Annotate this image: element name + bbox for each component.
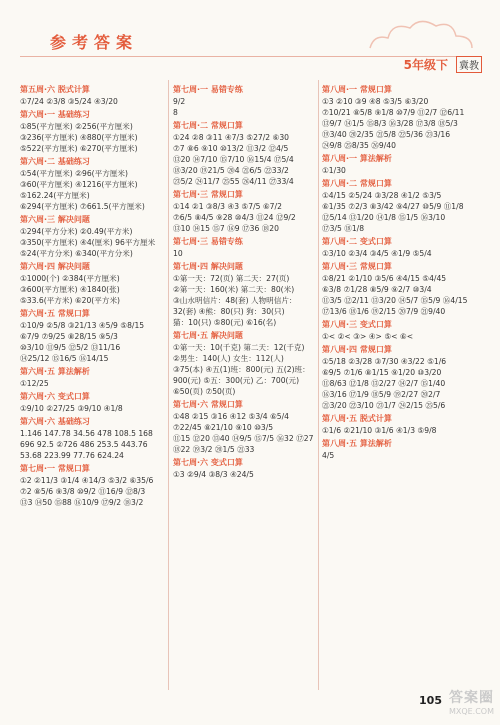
- answer-line: ⑲3/40 ⑳2/35 ㉑5/8 ㉒5/36 ㉓3/16: [322, 130, 451, 139]
- watermark-main: 答案圈: [449, 690, 494, 706]
- answer-section: [20, 109, 165, 154]
- answer-line: 696 92.5 ②726 486 253.5 443.76: [20, 440, 148, 449]
- answer-line: ⑬9/7 ⑭1/5 ⑮8/3 ⑯3/28 ⑰3/8 ⑱5/3: [322, 119, 458, 128]
- section-heading: 第六周·五 常规口算: [20, 309, 90, 318]
- answer-section: [322, 438, 480, 461]
- answer-line: ⑱22 ⑲3/2 ⑳1/5 ㉑33: [173, 445, 255, 454]
- grade-label: 5年级下: [403, 58, 448, 72]
- answer-line: ①1/6 ②21/10 ③1/6 ④1/3 ⑤9/8: [322, 426, 437, 435]
- answer-line: ⑬10 ⑭15 ⑮7 ⑯9 ⑰36 ⑱20: [173, 224, 279, 233]
- answer-column-1: [20, 82, 165, 510]
- answer-line: ①9/10 ②27/25 ③9/10 ④1/8: [20, 404, 123, 413]
- answer-line: ③350(平方厘米) ④4(厘米) 96平方厘米: [20, 238, 156, 247]
- answer-line: ⑦7 ⑧6 ⑨10 ⑩13/2 ⑪3/2 ⑫4/5: [173, 144, 289, 153]
- answer-section: [20, 416, 165, 461]
- column-divider: [318, 80, 319, 690]
- answer-line: ③75(本) ④五(1)班：800(元) 五(2)班：: [173, 365, 310, 374]
- answer-line: ①3 ②9/4 ③8/3 ④24/5: [173, 470, 254, 479]
- answer-line: 10: [173, 249, 183, 258]
- answer-line: ①1/30: [322, 166, 346, 175]
- section-heading: 第八周·三 变式口算: [322, 320, 392, 329]
- answer-line: ⑥1/35 ⑦2/3 ⑧3/42 ⑨4/27 ⑩5/9 ⑪1/8: [322, 202, 464, 211]
- answer-line: ⑤24(平方分米) ⑥340(平方分米): [20, 249, 133, 258]
- page-number: 105: [419, 694, 442, 707]
- section-heading: 第六周·四 解决问题: [20, 262, 90, 271]
- answer-line: 53.68 223.99 77.76 624.24: [20, 451, 124, 460]
- answer-line: ③600(平方厘米) ④1840(张): [20, 285, 120, 294]
- answer-line: ①14 ②1 ③8/3 ④3 ⑤7/5 ⑥7/2: [173, 202, 282, 211]
- answer-line: ⑦6/5 ⑧4/5 ⑨28 ⑩4/3 ⑪24 ⑫9/2: [173, 213, 296, 222]
- section-heading: 第七周·六 常规口算: [173, 400, 243, 409]
- answer-section: [173, 189, 316, 234]
- answer-column-2: [173, 82, 316, 482]
- page-title: 参考答案: [50, 33, 139, 52]
- section-heading: 第八周·一 算法解析: [322, 154, 392, 163]
- section-heading: 第八周·二 变式口算: [322, 237, 392, 246]
- answer-section: [20, 261, 165, 306]
- answer-line: ⑪3/5 ⑫2/11 ⑬3/20 ⑭5/7 ⑮5/9 ⑯4/15: [322, 296, 468, 305]
- section-heading: 第六周·五 算法解析: [20, 367, 90, 376]
- section-heading: 第七周·二 常规口算: [173, 121, 243, 130]
- answer-line: ②男生：140(人) 女生：112(人): [173, 354, 284, 363]
- answer-line: ⑥3/8 ⑦1/28 ⑧5/9 ⑨2/7 ⑩3/4: [322, 285, 432, 294]
- section-heading: 第六周·六 基础练习: [20, 417, 90, 426]
- answer-section: [322, 178, 480, 234]
- answer-line: ⑬20 ⑭7/10 ⑮7/10 ⑯15/4 ⑰5/4: [173, 155, 294, 164]
- section-heading: 第七周·三 常规口算: [173, 190, 243, 199]
- answer-line: ①8/21 ②1/10 ③5/6 ④4/15 ⑤4/45: [322, 274, 447, 283]
- answer-section: [322, 319, 480, 342]
- answer-line: ①第一天：10(千克) 第二天：12(千克): [173, 343, 305, 352]
- answer-line: ⑪15 ⑫20 ⑬40 ⑭9/5 ⑮7/5 ⑯32 ⑰27: [173, 434, 314, 443]
- answer-line: ①1000(个) ②384(平方厘米): [20, 274, 120, 283]
- answer-line: ⑦10/21 ⑧5/8 ⑨1/8 ⑩7/9 ⑪2/7 ⑫6/11: [322, 108, 465, 117]
- section-heading: 第七周·六 变式口算: [173, 458, 243, 467]
- section-heading: 第六周·三 解决问题: [20, 215, 90, 224]
- answer-line: ①2 ②11/3 ③1/4 ④14/3 ⑤3/2 ⑥35/6: [20, 476, 154, 485]
- answer-line: ⑭25/12 ⑮16/5 ⑯14/15: [20, 354, 109, 363]
- answer-line: ①5/18 ②3/28 ③7/30 ④3/22 ⑤1/6: [322, 357, 447, 366]
- answer-section: [322, 84, 480, 151]
- answer-line: ㉓5/2 ㉔11/7 ㉕55 ㉖4/11 ㉗33/4: [173, 177, 294, 186]
- answer-line: ①12/25: [20, 379, 49, 388]
- answer-line: 9/2: [173, 97, 186, 106]
- section-heading: 第七周·一 常规口算: [20, 464, 90, 473]
- answer-line: ①48 ②15 ③16 ④12 ⑤3/4 ⑥5/4: [173, 412, 290, 421]
- answer-line: ①3 ②10 ③9 ④8 ⑤3/5 ⑥3/20: [322, 97, 429, 106]
- answer-line: ①54(平方厘米) ②96(平方厘米): [20, 169, 128, 178]
- answer-line: ⑥7/9 ⑦9/25 ⑧28/15 ⑨5/3: [20, 332, 118, 341]
- answer-line: ①第一天：72(页) 第二天：27(页): [173, 274, 290, 283]
- answer-line: ①7/24 ②3/8 ③5/24 ④3/20: [20, 97, 118, 106]
- watermark-logo: [432, 690, 494, 722]
- section-heading: 第八周·五 脱式计算: [322, 414, 392, 423]
- answer-line: ②第一天：160(米) 第二天：80(米): [173, 285, 295, 294]
- answer-line: ⑪8/63 ⑫1/8 ⑬2/27 ⑭2/7 ⑮1/40: [322, 379, 446, 388]
- section-heading: 第八周·二 常规口算: [322, 179, 392, 188]
- answer-line: 1.146 147.78 34.56 478 108.5 168: [20, 429, 153, 438]
- answer-line: ⑱3/20 ⑲21/5 ⑳4 ㉑6/5 ㉒33/2: [173, 166, 289, 175]
- section-heading: 第六周·一 基础练习: [20, 110, 90, 119]
- page-header: [0, 0, 500, 78]
- section-heading: 第七周·三 易错专练: [173, 237, 243, 246]
- watermark-sub: MXQE.COM: [448, 707, 494, 716]
- section-heading: 第七周·四 解决问题: [173, 262, 243, 271]
- answer-line: ①3/10 ②3/4 ③4/5 ④1/9 ⑤5/4: [322, 249, 432, 258]
- answer-line: ⑥294(平方厘米) ⑦661.5(平方厘米): [20, 202, 145, 211]
- answer-line: 32(套) ④熊：80(只) 狗：30(只): [173, 307, 285, 316]
- answer-line: ⑫5/14 ⑬1/20 ⑭1/8 ⑮1/5 ⑯3/10: [322, 213, 446, 222]
- answer-line: ③山水明信片：48(套) 人物明信片：: [173, 296, 297, 305]
- answer-section: [173, 457, 316, 480]
- answer-line: 900(元) ⑤五：300(元) 乙：700(元): [173, 376, 300, 385]
- section-heading: 第六周·六 变式口算: [20, 392, 90, 401]
- edition-badge: 冀教: [456, 56, 482, 73]
- answer-line: ⑩3/10 ⑪9/5 ⑫5/2 ⑬11/16: [20, 343, 121, 352]
- answer-section: [173, 236, 316, 259]
- answer-line: ⑥9/5 ⑦1/6 ⑧1/15 ⑨1/20 ⑩3/20: [322, 368, 442, 377]
- answer-section: [20, 84, 165, 107]
- answer-section: [322, 261, 480, 317]
- answer-section: [322, 236, 480, 259]
- answer-section: [20, 308, 165, 364]
- answer-section: [173, 261, 316, 328]
- answer-line: ㉔9/8 ㉕8/35 ㉖9/40: [322, 141, 396, 150]
- answer-line: 4/5: [322, 451, 335, 460]
- answer-line: ①24 ②8 ③11 ④7/3 ⑤27/2 ⑥30: [173, 133, 290, 142]
- section-heading: 第八周·三 常规口算: [322, 262, 392, 271]
- answer-line: ①294(平方分米) ②0.49(平方米): [20, 227, 133, 236]
- section-heading: 第八周·一 常规口算: [322, 85, 392, 94]
- column-divider: [168, 80, 169, 690]
- answer-line: 8: [173, 108, 178, 117]
- answer-line: 猫：10(只) ⑤80(元) ⑥16(名): [173, 318, 277, 327]
- answer-line: ⑰13/6 ⑱1/6 ⑲2/15 ⑳7/9 ㉑9/40: [322, 307, 446, 316]
- answer-line: ③236(平方厘米) ④880(平方厘米): [20, 133, 138, 142]
- answer-section: [20, 214, 165, 259]
- answer-line: ⑰3/5 ⑱1/8: [322, 224, 365, 233]
- answer-section: [322, 413, 480, 436]
- answer-section: [173, 330, 316, 397]
- answer-section: [322, 153, 480, 176]
- section-heading: 第七周·一 易错专练: [173, 85, 243, 94]
- answer-column-3: [322, 82, 480, 463]
- answer-section: [20, 391, 165, 414]
- answer-line: ①< ②< ③> ④> ⑤< ⑥<: [322, 332, 414, 341]
- answer-section: [173, 84, 316, 118]
- section-heading: 第五周·六 脱式计算: [20, 85, 90, 94]
- section-heading: 第八周·五 算法解析: [322, 439, 392, 448]
- answer-section: [173, 399, 316, 455]
- answer-line: ⑦22/45 ⑧21/10 ⑨10 ⑩3/5: [173, 423, 274, 432]
- answer-section: [173, 120, 316, 187]
- answer-line: ①4/15 ②5/24 ③3/28 ④1/2 ⑤3/5: [322, 191, 442, 200]
- answer-line: ㉑3/20 ㉒3/10 ㉓1/7 ㉔2/15 ㉕5/6: [322, 401, 446, 410]
- answer-line: ③60(平方厘米) ④1216(平方厘米): [20, 180, 138, 189]
- answer-line: ①10/9 ②5/8 ③21/13 ④5/9 ⑤8/15: [20, 321, 145, 330]
- section-heading: 第八周·四 常规口算: [322, 345, 392, 354]
- answer-line: ⑬3 ⑭50 ⑮88 ⑯10/9 ⑰9/2 ⑱3/2: [20, 498, 144, 507]
- answer-section: [20, 463, 165, 508]
- answer-section: [322, 344, 480, 411]
- answer-line: ⑦2 ⑧5/6 ⑨3/8 ⑩9/2 ⑪16/9 ⑫8/3: [20, 487, 146, 496]
- answer-section: [20, 156, 165, 212]
- answer-line: ⑤522(平方厘米) ⑥270(平方厘米): [20, 144, 138, 153]
- answer-line: ①85(平方厘米) ②256(平方厘米): [20, 122, 133, 131]
- section-heading: 第六周·二 基础练习: [20, 157, 90, 166]
- answer-line: ⑥50(页) ⑦50(页): [173, 387, 236, 396]
- answer-line: ⑤33.6(平方米) ⑥20(平方米): [20, 296, 121, 305]
- answer-section: [20, 366, 165, 389]
- section-heading: 第七周·五 解决问题: [173, 331, 243, 340]
- cloud-decoration-icon: [360, 14, 480, 54]
- answer-line: ⑤162.24(平方厘米): [20, 191, 90, 200]
- answer-line: ⑯3/16 ⑰1/9 ⑱5/9 ⑲2/27 ⑳2/7: [322, 390, 441, 399]
